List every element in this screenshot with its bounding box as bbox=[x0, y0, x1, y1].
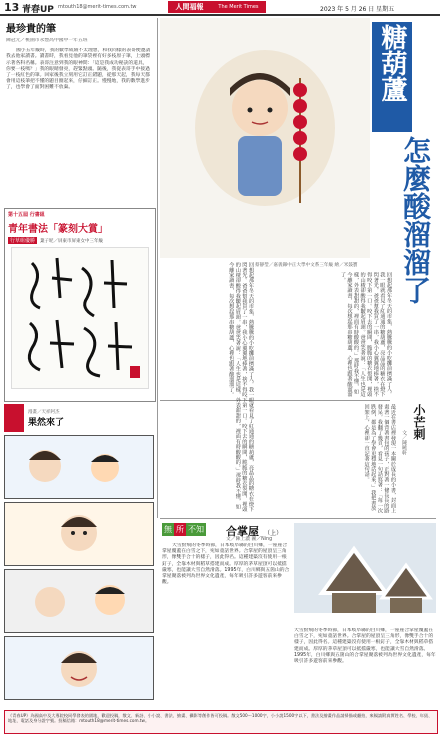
comic-art-1 bbox=[5, 436, 153, 496]
essay2-body-cont: 回想起那年冬天的市集，熱騰騰的小吃攤前擠滿了人。我一眼就看見了紅通通的糖葫蘆，亮晶晶的糖衣在燈下閃著光。爸爸幫我買了一串，我小心翼翼地捧著，捨不得咬下第一口。咬下去的瞬間，脆脆的糖衣裂開，裡頭的山楂卻酸得我皺起眉頭。爸爸笑著說：「人生也是這樣，外表甜甜的，裡面有時酸酸的。」那時我不懂，如今離家讀書，每次想起那串糖葫蘆，心裡也跟著酸溜溜了。 bbox=[228, 262, 254, 512]
illustration-area bbox=[160, 18, 370, 258]
essay3-body: 大雪紛飛的冬季時節，日本岐阜縣的白川鄉，一座座合掌屋覆蓋在白雪之下，宛如童話世界。合掌屋的屋頂呈三角形，像雙手合十的樣子，因此得名。這種建築沒有使用一根釘子，全靠木材與稻草搭建而成。厚厚的茅草屋頂可以抵擋嚴寒，也能讓大雪自然滑落。1995年，白川鄉與五箇山的合掌屋聚落被列為世界文化遺產，每年吸引許多遊客前來參觀。 bbox=[162, 543, 290, 586]
footer-box bbox=[4, 710, 438, 734]
essay1-byline: 陳冠元／桃園市永豐高中國中一年五班 bbox=[6, 38, 88, 43]
calligraphy-artwork bbox=[11, 247, 149, 389]
essay1-body: 國小五年級時，我的數學成績不太理想，和我同樣的表哥便邀請我去他家讀書。讀書時，我看見他的筆袋裡有好多枝原子筆，上頭標示著各科名稱。表哥注意到我的眼神問：「這是我成功秘訣的道具，你要一枝嗎？」我的眼睛發亮，趕緊點頭。隨後，我從表哥手中接過了一枝紅色的筆。回家後我立刻用它訂正錯題，從那天起，我每天都會用這枝筆把不懂的題目圈起來，仔細訂正。慢慢地，我的數學進步了，也學會了面對困難不放棄。 bbox=[6, 48, 151, 91]
comic-panel-2 bbox=[4, 502, 154, 566]
footer-text: 《青春UP》為國高中及大專院校同學發表的園地，歡迎投稿，散文、新詩、小小說、書法、繪畫、攝影等創作皆可投稿。散文500～1000字，小小說1500字以下，書法及繪畫作品請掃描或翻拍，來稿請附真實姓名、學校、年級、地址、電話及身分證字號。投稿信箱：mtouth18@merit-times.com.tw。 bbox=[8, 713, 433, 724]
essay2-caption: 蔡靜瑩／嘉義縣中正大學中文系三年級 繪／米鼓寶 bbox=[255, 263, 358, 268]
essay3-body-cont: 大雪紛飛的冬季時節，日本岐阜縣的白川鄉，一座座合掌屋覆蓋在白雪之下，宛如童話世界。合掌屋的屋頂呈三角形，像雙手合十的樣子，因此得名。這種建築沒有使用一根釘子，全靠木材與稻草搭建而成。厚厚的茅草屋頂可以抵擋嚴寒，也能讓大雪自然滑落。1995年，白川鄉與五箇山的合掌屋聚落被列為世界文化遺產，每年吸引許多遊客前來參觀。 bbox=[294, 628, 436, 665]
calligraphy-title: 青年書法「篆刻大賞」 bbox=[8, 224, 108, 235]
essay3-top-divider bbox=[160, 518, 436, 519]
snow-house-painting bbox=[294, 523, 436, 623]
comic-art-3 bbox=[5, 570, 153, 630]
essay3-byline: 文／陳上濃 圖／Ning bbox=[226, 537, 273, 542]
tag-right: 不知 bbox=[188, 525, 204, 534]
calligraphy-author: 葉子坭／屏東市屏東女中三年級 bbox=[40, 238, 104, 244]
column-author: 文／陳曉軒 bbox=[401, 430, 407, 455]
comic-panel-1 bbox=[4, 435, 154, 499]
column-label: 小芒刺 bbox=[412, 404, 426, 440]
comic-badge bbox=[4, 404, 24, 432]
calligraphy-box bbox=[4, 208, 156, 402]
comic-panel-4 bbox=[4, 636, 154, 700]
brush-strokes bbox=[12, 248, 148, 388]
tag-mid: 所 bbox=[176, 525, 184, 534]
comic-author: 漫畫／天祥阿杰 bbox=[28, 409, 60, 415]
tag-left: 無 bbox=[164, 525, 172, 534]
essay2-body: 回想起那年冬天的市集，熱騰騰的小吃攤前擠滿了人。我一眼就看見了紅通通的糖葫蘆，亮晶晶的糖衣在燈下閃著光。爸爸幫我買了一串，我小心翼翼地捧著，捨不得咬下第一口。咬下去的瞬間，脆脆的糖衣裂開，裡頭的山楂卻酸得我皺起眉頭。爸爸笑著說：「人生也是這樣，外表甜甜的，裡面有時酸酸的。」那時我不懂，如今離家讀書，每次想起那串糖葫蘆，心裡也跟著酸溜溜了。 bbox=[339, 272, 392, 397]
candied-haws-illustration bbox=[160, 18, 370, 258]
issue-date: 2023 年 5 月 26 日 星期五 bbox=[320, 6, 395, 13]
essay2-heading-text: 糖葫蘆 bbox=[377, 24, 407, 102]
comic-panel-3 bbox=[4, 569, 154, 633]
calligraphy-round: 第十五屆 行書組 bbox=[8, 212, 45, 218]
comic-strip bbox=[4, 404, 154, 714]
essay3-title-suffix: （上） bbox=[264, 530, 283, 537]
site-address: mtouth18@merit-times.com.tw bbox=[58, 4, 137, 10]
essay3-title: 合掌屋 bbox=[226, 525, 259, 538]
page-number: 13 bbox=[4, 1, 20, 14]
essay1-title: 最珍貴的筆 bbox=[6, 24, 56, 35]
essay3-tag bbox=[162, 523, 206, 536]
essay3-illustration bbox=[294, 523, 436, 623]
column-divider bbox=[157, 18, 158, 518]
comic-title: 果然來了 bbox=[28, 417, 65, 428]
essay2-title-big: 怎麼酸溜溜了 bbox=[399, 136, 432, 304]
section-title: 青春UP bbox=[22, 5, 54, 15]
logo-en: The Merit Times bbox=[218, 4, 259, 10]
column-body: 最近在書店裡發現一本關於成長的小書，封面上畫著一個背著書包的孩子，正對著一條長長的路發呆。我翻了幾頁，看見一句話寫著：「每一次跌倒，都是為了學會更穩地站起來。」我把書放回架上，心裡卻一直記著這句話。 bbox=[363, 404, 396, 514]
newspaper-logo bbox=[168, 1, 266, 13]
calligraphy-subtitle: 行草組優勝 bbox=[10, 238, 36, 244]
logo-zh: 人間福報 bbox=[175, 3, 204, 11]
comic-art-4 bbox=[5, 637, 153, 697]
comic-art-2 bbox=[5, 503, 153, 563]
essay1-box bbox=[4, 18, 154, 204]
essay2-heading bbox=[372, 22, 412, 132]
